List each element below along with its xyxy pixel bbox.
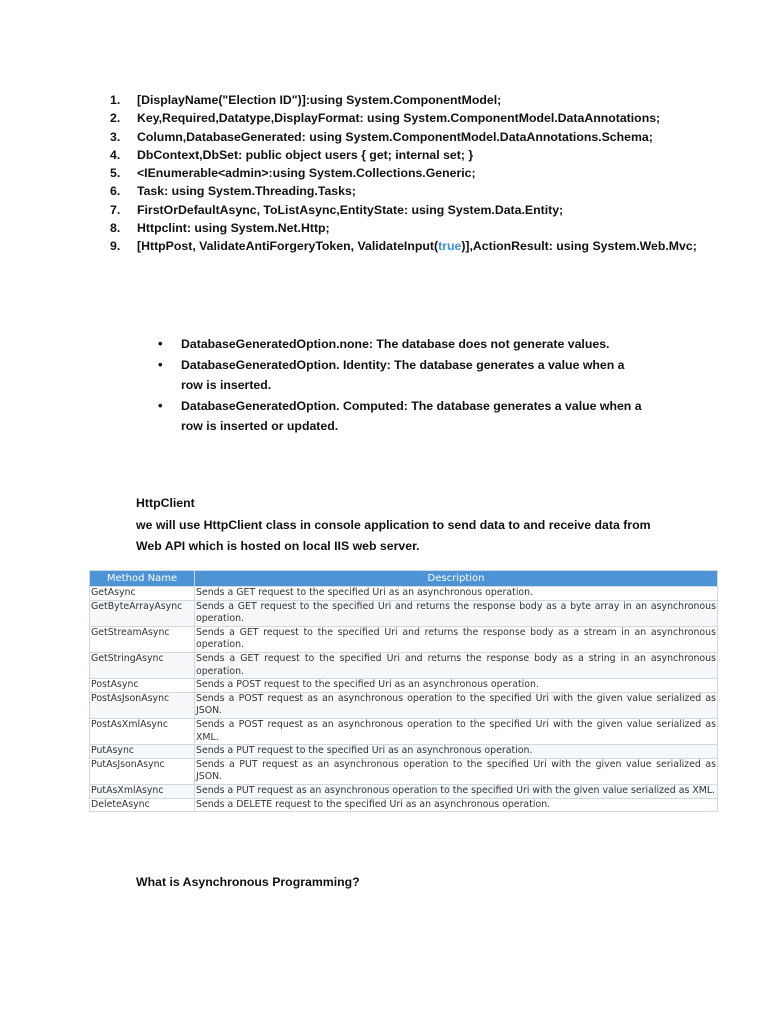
list-item <box>110 182 697 200</box>
table-row <box>90 587 718 601</box>
description-cell: Sends a PUT request as an asynchronous operation to the specified Uri with the given value serialized as XML. <box>195 784 718 798</box>
httpclient-methods-table <box>89 570 718 812</box>
table-row <box>90 626 718 652</box>
method-name-cell: PutAsync <box>90 745 195 759</box>
description-cell: Sends a POST request as an asynchronous operation to the specified Uri with the given value serialized as XML. <box>195 718 718 744</box>
list-item <box>110 219 697 237</box>
bullet-item <box>158 396 658 436</box>
list-text: Column,DatabaseGenerated: using System.ComponentModel.DataAnnotations.Schema; <box>137 129 653 144</box>
keyword-true: true <box>438 239 462 254</box>
bullet-text: DatabaseGeneratedOption. Identity: The database generates a value when a row is inserted. <box>181 358 625 392</box>
bullet-text: DatabaseGeneratedOption.none: The database does not generate values. <box>181 337 610 351</box>
description-cell: Sends a GET request to the specified Uri and returns the response body as a byte array in an asynchronous operation. <box>195 600 718 626</box>
description-cell: Sends a GET request to the specified Uri as an asynchronous operation. <box>195 587 718 601</box>
bullet-icon: • <box>158 398 163 413</box>
table-row <box>90 784 718 798</box>
list-number: 4. <box>110 147 121 162</box>
list-text-after: )],ActionResult: using System.Web.Mvc; <box>461 239 697 254</box>
list-item <box>110 128 697 146</box>
description-cell: Sends a DELETE request to the specified Uri as an asynchronous operation. <box>195 798 718 812</box>
method-name-cell: GetStreamAsync <box>90 626 195 652</box>
table-row <box>90 652 718 678</box>
list-number: 9. <box>110 239 121 254</box>
bullet-icon: • <box>158 336 163 351</box>
method-name-cell: GetStringAsync <box>90 652 195 678</box>
method-name-cell: PostAsJsonAsync <box>90 692 195 718</box>
httpclient-heading: HttpClient <box>136 496 195 510</box>
list-text: [DisplayName("Election ID")]:using System.ComponentModel; <box>137 93 502 107</box>
method-name-cell: PostAsXmlAsync <box>90 718 195 744</box>
list-text: DbContext,DbSet: public object users { get; internal set; } <box>137 147 474 162</box>
list-number: 2. <box>110 111 121 126</box>
description-cell: Sends a POST request as an asynchronous operation to the specified Uri with the given value serialized as JSON. <box>195 692 718 718</box>
bullet-icon: • <box>158 357 163 372</box>
list-item <box>110 164 697 182</box>
method-name-cell: PostAsync <box>90 679 195 693</box>
table-header-row <box>90 571 718 587</box>
async-programming-heading: What is Asynchronous Programming? <box>136 875 360 889</box>
table-row <box>90 758 718 784</box>
description-cell: Sends a PUT request to the specified Uri as an asynchronous operation. <box>195 745 718 759</box>
list-number: 7. <box>110 202 121 217</box>
list-item <box>110 146 697 164</box>
list-number: 3. <box>110 129 121 144</box>
method-name-cell: GetAsync <box>90 587 195 601</box>
column-header-description: Description <box>195 571 718 587</box>
list-number: 1. <box>110 93 121 107</box>
method-name-cell: PutAsXmlAsync <box>90 784 195 798</box>
description-cell: Sends a POST request to the specified Uri as an asynchronous operation. <box>195 679 718 693</box>
list-text <box>137 237 697 255</box>
bullet-item <box>158 334 658 354</box>
list-number: 6. <box>110 184 121 199</box>
list-text-before: [HttpPost, ValidateAntiForgeryToken, ValidateInput( <box>137 239 439 254</box>
column-header-method-name: Method Name <box>90 571 195 587</box>
bullet-item <box>158 355 658 395</box>
description-cell: Sends a PUT request as an asynchronous operation to the specified Uri with the given value serialized as JSON. <box>195 758 718 784</box>
table-row <box>90 745 718 759</box>
bullet-text: DatabaseGeneratedOption. Computed: The database generates a value when a row is inserted or updated. <box>181 399 642 433</box>
namespace-list <box>110 91 697 256</box>
method-name-cell: PutAsJsonAsync <box>90 758 195 784</box>
list-text: Task: using System.Threading.Tasks; <box>137 184 356 199</box>
list-number: 5. <box>110 166 121 181</box>
list-item <box>110 91 697 109</box>
list-item <box>110 237 697 255</box>
list-item <box>110 201 697 219</box>
list-text: <IEnumerable<admin>:using System.Collections.Generic; <box>137 166 476 181</box>
table-row <box>90 798 718 812</box>
list-number: 8. <box>110 221 121 236</box>
method-name-cell: DeleteAsync <box>90 798 195 812</box>
database-generated-options-list <box>158 334 658 437</box>
httpclient-description: we will use HttpClient class in console application to send data to and receive data from Web API which is hosted on local IIS web server. <box>136 518 651 553</box>
description-cell: Sends a GET request to the specified Uri and returns the response body as a string in an asynchronous operation. <box>195 652 718 678</box>
method-name-cell: GetByteArrayAsync <box>90 600 195 626</box>
list-text: Httpclint: using System.Net.Http; <box>137 221 330 236</box>
table-row <box>90 692 718 718</box>
list-text: FirstOrDefaultAsync, ToListAsync,EntityState: using System.Data.Entity; <box>137 202 564 217</box>
list-item <box>110 109 697 127</box>
table-row <box>90 600 718 626</box>
description-cell: Sends a GET request to the specified Uri and returns the response body as a stream in an asynchronous operation. <box>195 626 718 652</box>
list-text: Key,Required,Datatype,DisplayFormat: using System.ComponentModel.DataAnnotations; <box>137 111 661 126</box>
table-row <box>90 679 718 693</box>
table-row <box>90 718 718 744</box>
